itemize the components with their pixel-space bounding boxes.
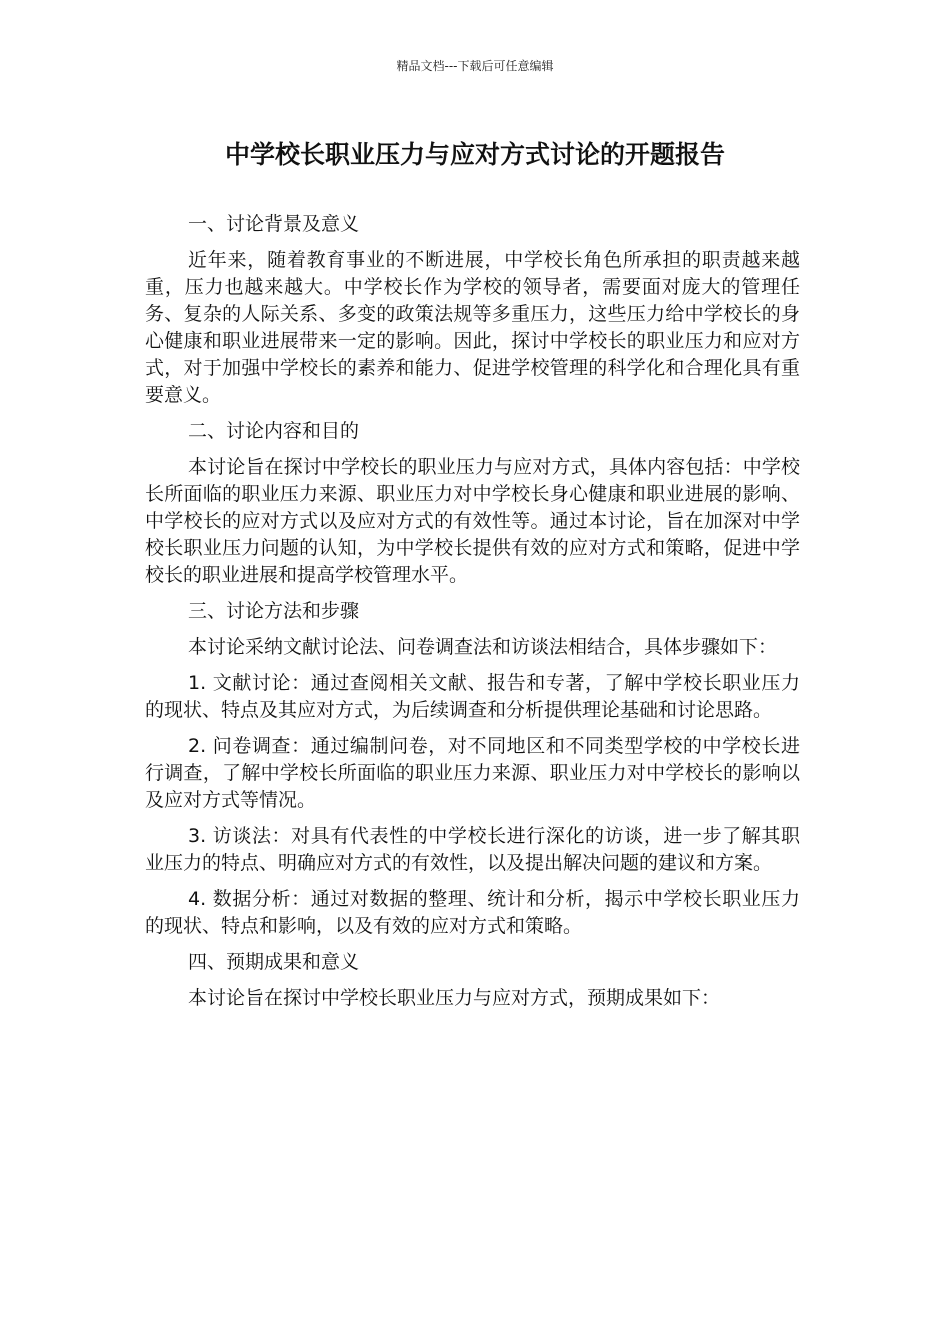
document-title: 中学校长职业压力与应对方式讨论的开题报告 xyxy=(224,140,725,169)
list-item-questionnaire: 2. 问卷调查：通过编制问卷，对不同地区和不同类型学校的中学校长进行调查，了解中学校长所面临的职业压力来源、职业压力对中学校长的影响以及应对方式等情况。 xyxy=(145,735,800,811)
section-heading-outcomes: 四、预期成果和意义 xyxy=(188,951,360,973)
list-item-data-analysis: 4. 数据分析：通过对数据的整理、统计和分析，揭示中学校长职业压力的现状、特点和影响，以及有效的应对方式和策略。 xyxy=(145,888,800,937)
section-heading-background: 一、讨论背景及意义 xyxy=(188,213,360,235)
page-header-note: 精品文档---下载后可任意编辑 xyxy=(396,59,554,73)
document-body xyxy=(145,211,800,1021)
paragraph-content: 本讨论旨在探讨中学校长的职业压力与应对方式，具体内容包括：中学校长所面临的职业压力来源、职业压力对中学校长身心健康和职业进展的影响、中学校长的应对方式以及应对方式的有效性等。通过本讨论，旨在加深对中学校长职业压力问题的认知，为中学校长提供有效的应对方式和策略，促进中学校长的职业进展和提高学校管理水平。 xyxy=(145,456,800,586)
paragraph-methods-intro: 本讨论采纳文献讨论法、问卷调查法和访谈法相结合，具体步骤如下： xyxy=(188,636,778,658)
section-heading-methods: 三、讨论方法和步骤 xyxy=(188,600,360,622)
list-item-literature: 1. 文献讨论：通过查阅相关文献、报告和专著，了解中学校长职业压力的现状、特点及其应对方式，为后续调查和分析提供理论基础和讨论思路。 xyxy=(145,672,800,721)
paragraph-outcomes: 本讨论旨在探讨中学校长职业压力与应对方式，预期成果如下： xyxy=(188,987,721,1009)
paragraph-background: 近年来，随着教育事业的不断进展，中学校长角色所承担的职责越来越重，压力也越来越大。中学校长作为学校的领导者，需要面对庞大的管理任务、复杂的人际关系、多变的政策法规等多重压力，这些压力给中学校长的身心健康和职业进展带来一定的影响。因此，探讨中学校长的职业压力和应对方式，对于加强中学校长的素养和能力、促进学校管理的科学化和合理化具有重要意义。 xyxy=(145,249,800,406)
list-item-interview: 3. 访谈法：对具有代表性的中学校长进行深化的访谈，进一步了解其职业压力的特点、明确应对方式的有效性，以及提出解决问题的建议和方案。 xyxy=(145,825,800,874)
section-heading-content: 二、讨论内容和目的 xyxy=(188,420,360,442)
